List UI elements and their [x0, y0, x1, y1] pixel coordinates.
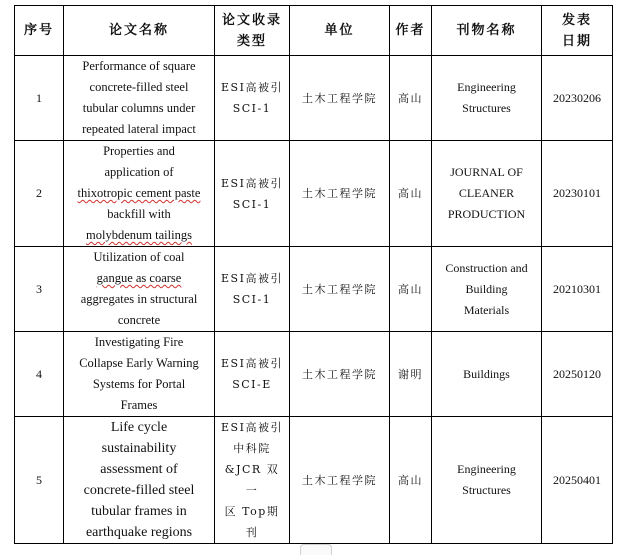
paper-journal	[432, 56, 542, 141]
journal-line: Structures	[462, 101, 511, 115]
header-type	[215, 6, 290, 56]
paper-journal	[432, 417, 542, 544]
title-line: Systems for Portal	[92, 377, 186, 391]
row-index: 1	[15, 56, 64, 141]
type-line: SCI-1	[232, 102, 272, 115]
table-row	[15, 417, 613, 544]
title-line: tubular columns under	[82, 101, 196, 115]
paper-type	[215, 417, 290, 544]
header-type-line2: 类型	[236, 33, 267, 49]
type-line: SCI-1	[232, 293, 272, 306]
title-line: assessment of	[100, 462, 178, 477]
title-line: repeated lateral impact	[82, 122, 196, 136]
paper-title	[64, 417, 215, 544]
type-line: 中科院	[233, 442, 271, 455]
title-line: Utilization of coal	[93, 250, 185, 264]
journal-line: Buildings	[463, 366, 510, 381]
table-row	[15, 247, 613, 332]
type-line: ESI高被引	[221, 272, 283, 285]
paper-title	[64, 332, 215, 417]
journal-line: JOURNAL OF	[450, 165, 523, 179]
paper-date: 20230206	[542, 56, 613, 141]
title-line: Investigating Fire	[94, 335, 184, 349]
table-row	[15, 141, 613, 247]
paper-author: 高山	[390, 247, 432, 332]
journal-line: Building	[465, 281, 508, 296]
title-line: concrete	[117, 313, 161, 327]
paper-journal	[432, 332, 542, 417]
header-date	[542, 6, 613, 56]
type-line: 刊	[245, 526, 259, 539]
title-line: Collapse Early Warning	[79, 356, 199, 370]
row-index: 4	[15, 332, 64, 417]
row-index: 5	[15, 417, 64, 544]
scroll-tab-handle[interactable]	[300, 544, 332, 555]
type-line: ESI高被引	[221, 81, 283, 94]
title-line: thixotropic cement paste	[77, 186, 201, 200]
table-row	[15, 56, 613, 141]
paper-author: 高山	[390, 417, 432, 544]
header-row	[15, 6, 613, 56]
paper-type	[215, 332, 290, 417]
type-line: &JCR 双一	[224, 463, 280, 497]
header-type-line1: 论文收录	[221, 12, 282, 28]
paper-date: 20210301	[542, 247, 613, 332]
type-line: ESI高被引	[221, 176, 283, 190]
paper-title	[64, 141, 215, 247]
paper-unit: 土木工程学院	[290, 56, 390, 141]
header-author: 作者	[390, 6, 432, 56]
table-row	[15, 332, 613, 417]
title-line: gangue as coarse	[96, 271, 182, 285]
title-line: earthquake regions	[85, 525, 193, 540]
title-line: Frames	[120, 398, 158, 412]
type-line: ESI高被引	[221, 421, 283, 434]
journal-line: CLEANER	[458, 186, 515, 200]
header-index: 序号	[15, 6, 64, 56]
row-index: 3	[15, 247, 64, 332]
paper-type	[215, 141, 290, 247]
type-line: ESI高被引	[221, 357, 283, 370]
row-index: 2	[15, 141, 64, 247]
type-line: SCI-1	[232, 197, 272, 211]
paper-author: 高山	[390, 56, 432, 141]
paper-unit: 土木工程学院	[290, 247, 390, 332]
paper-date: 20250120	[542, 332, 613, 417]
title-line: sustainability	[101, 441, 177, 456]
journal-line: Engineering	[457, 462, 516, 476]
journal-line: Construction and	[445, 260, 528, 275]
header-unit: 单位	[290, 6, 390, 56]
header-date-line2: 日期	[561, 33, 592, 49]
paper-date: 20250401	[542, 417, 613, 544]
papers-table	[14, 5, 613, 544]
paper-unit: 土木工程学院	[290, 417, 390, 544]
paper-type	[215, 56, 290, 141]
paper-author: 高山	[390, 141, 432, 247]
paper-journal	[432, 141, 542, 247]
title-line: Performance of square	[82, 59, 196, 73]
title-line: tubular frames in	[91, 504, 187, 519]
type-line: 区 Top期	[224, 505, 280, 518]
header-title: 论文名称	[64, 6, 215, 56]
title-line: aggregates in structural	[80, 292, 198, 306]
title-line: application of	[104, 165, 174, 179]
journal-line: Materials	[463, 302, 510, 317]
paper-date: 20230101	[542, 141, 613, 247]
title-line: Properties and	[103, 144, 175, 158]
journal-line: PRODUCTION	[447, 207, 526, 221]
journal-line: Structures	[462, 483, 511, 497]
paper-type	[215, 247, 290, 332]
title-line: molybdenum tailings	[86, 228, 192, 242]
title-line: concrete-filled steel	[89, 80, 189, 94]
title-line: Life cycle	[110, 420, 168, 435]
type-line: SCI-E	[232, 378, 272, 391]
paper-journal	[432, 247, 542, 332]
title-line: concrete-filled steel	[83, 483, 195, 498]
header-journal: 刊物名称	[432, 6, 542, 56]
journal-line: Engineering	[457, 80, 516, 94]
paper-author: 谢明	[390, 332, 432, 417]
header-date-line1: 发表	[561, 12, 592, 28]
paper-title	[64, 56, 215, 141]
paper-unit: 土木工程学院	[290, 141, 390, 247]
title-line: backfill with	[107, 207, 171, 221]
paper-unit: 土木工程学院	[290, 332, 390, 417]
paper-title	[64, 247, 215, 332]
